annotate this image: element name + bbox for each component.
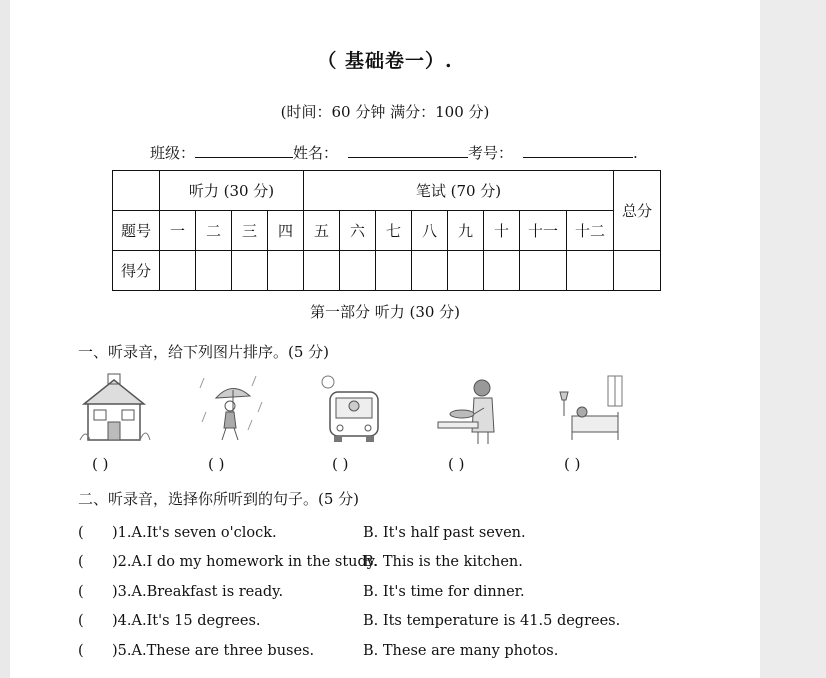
- score-input-cell[interactable]: [448, 251, 484, 291]
- score-input-cell[interactable]: [268, 251, 304, 291]
- answer-paren[interactable]: ( ): [332, 455, 349, 473]
- number-cell: 十二: [567, 211, 614, 251]
- exam-no-blank: [523, 143, 633, 158]
- option-a: )1.A.It's seven o'clock.: [112, 525, 277, 541]
- score-input-cell[interactable]: [412, 251, 448, 291]
- part-one-heading: 第一部分 听力 (30 分): [309, 303, 461, 321]
- answer-paren-open[interactable]: (: [78, 584, 84, 600]
- written-header: 笔试 (70 分): [304, 171, 614, 211]
- score-input-cell[interactable]: [376, 251, 412, 291]
- number-cell: 二: [196, 211, 232, 251]
- answer-paren-open[interactable]: (: [78, 643, 84, 659]
- student-info-line: [150, 142, 638, 163]
- answer-paren[interactable]: ( ): [208, 455, 225, 473]
- option-b: B. These are many photos.: [363, 643, 559, 659]
- row-score-label: 得分: [113, 251, 160, 291]
- option-a: )4.A.It's 15 degrees.: [112, 613, 261, 629]
- question-5: [78, 643, 314, 659]
- exam-no-label: 考号：: [468, 144, 514, 162]
- score-input-cell[interactable]: [196, 251, 232, 291]
- question-2: [78, 554, 378, 570]
- number-cell: 五: [304, 211, 340, 251]
- number-cell: 三: [232, 211, 268, 251]
- option-a: )5.A.These are three buses.: [112, 643, 315, 659]
- score-input-cell[interactable]: [567, 251, 614, 291]
- option-b: B. This is the kitchen.: [363, 554, 523, 570]
- page-title: （ 基础卷一）.: [317, 50, 453, 72]
- listening-header: 听力 (30 分): [160, 171, 304, 211]
- score-input-cell[interactable]: [340, 251, 376, 291]
- number-cell: 四: [268, 211, 304, 251]
- number-cell: 九: [448, 211, 484, 251]
- score-table-corner: [113, 171, 160, 211]
- answer-paren[interactable]: ( ): [448, 455, 465, 473]
- score-input-cell[interactable]: [160, 251, 196, 291]
- answer-paren[interactable]: ( ): [564, 455, 581, 473]
- house-picture: [78, 372, 152, 446]
- number-cell: 十: [484, 211, 520, 251]
- viewer-scrollbar-area[interactable]: [760, 0, 826, 678]
- option-a: )3.A.Breakfast is ready.: [112, 584, 284, 600]
- answer-paren[interactable]: ( ): [92, 455, 109, 473]
- name-blank: [348, 143, 468, 158]
- bus-picture: [316, 372, 390, 446]
- total-score-cell[interactable]: [614, 251, 661, 291]
- score-input-cell[interactable]: [484, 251, 520, 291]
- section-two-title: 二、听录音，选择你所听到的句子。(5 分): [78, 490, 360, 508]
- question-1: [78, 525, 277, 541]
- number-cell: 七: [376, 211, 412, 251]
- score-input-cell[interactable]: [232, 251, 268, 291]
- row-number-label: 题号: [113, 211, 160, 251]
- number-cell: 八: [412, 211, 448, 251]
- number-cell: 十一: [520, 211, 567, 251]
- class-blank: [195, 143, 293, 158]
- answer-paren-open[interactable]: (: [78, 525, 84, 541]
- sleeping-picture: [554, 372, 628, 446]
- document-page: [10, 0, 760, 678]
- number-cell: 六: [340, 211, 376, 251]
- rain-umbrella-picture: [196, 372, 270, 446]
- score-input-cell[interactable]: [520, 251, 567, 291]
- section-one-title: 一、听录音，给下列图片排序。(5 分): [78, 343, 330, 361]
- score-input-cell[interactable]: [304, 251, 340, 291]
- question-3: [78, 584, 283, 600]
- option-b: B. It's half past seven.: [363, 525, 526, 541]
- number-cell: 一: [160, 211, 196, 251]
- name-label: 姓名：: [293, 144, 339, 162]
- class-label: 班级：: [150, 144, 196, 162]
- score-table: [112, 170, 661, 291]
- total-label: 总分: [614, 171, 661, 251]
- question-4: [78, 613, 261, 629]
- answer-paren-open[interactable]: (: [78, 554, 84, 570]
- option-b: B. Its temperature is 41.5 degrees.: [363, 613, 621, 629]
- option-b: B. It's time for dinner.: [363, 584, 525, 600]
- answer-paren-open[interactable]: (: [78, 613, 84, 629]
- cooking-picture: [434, 372, 508, 446]
- info-end: .: [633, 144, 638, 162]
- option-a: )2.A.I do my homework in the study.: [112, 554, 378, 570]
- exam-subtitle: (时间：60 分钟 满分：100 分): [280, 103, 490, 121]
